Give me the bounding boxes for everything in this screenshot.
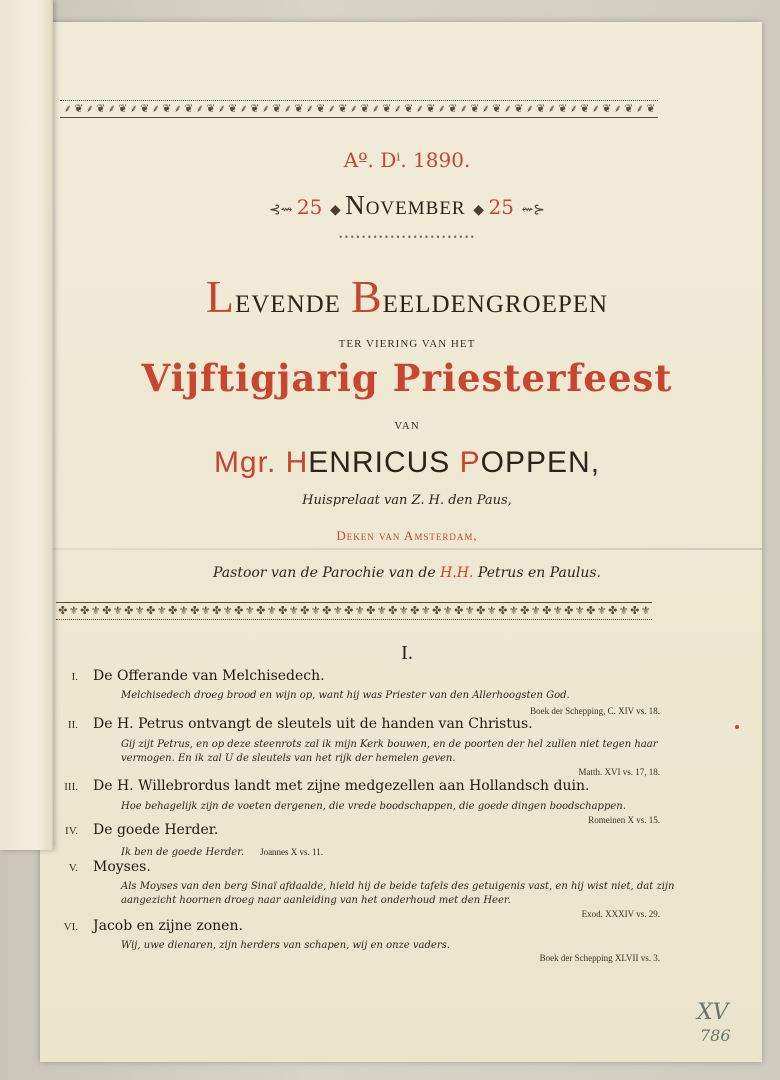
item-reference: Boek der Schepping XLVII vs. 3.	[539, 953, 660, 963]
archive-mark-line1: XV	[697, 1000, 729, 1025]
ornament-icon: ❦	[118, 102, 127, 115]
ornament-icon: ✤	[520, 604, 529, 617]
item-number: I.	[71, 671, 78, 683]
honoree-name	[52, 446, 762, 480]
ornament-icon: ⸙	[349, 102, 358, 115]
ornament-icon: ⚜	[552, 604, 563, 617]
date-line	[52, 190, 762, 221]
name-part: ENRICUS	[308, 446, 460, 479]
flourish-left-icon: ⊰⇝	[268, 202, 297, 218]
ornament-icon: ⚜	[574, 604, 585, 617]
ornament-icon: ⚜	[178, 604, 189, 617]
ornament-icon: ⸙	[129, 102, 138, 115]
ornament-icon: ❦	[206, 102, 215, 115]
ornament-icon: ⚜	[640, 604, 651, 617]
ornament-icon: ❦	[272, 102, 281, 115]
ornament-icon: ⸙	[481, 102, 490, 115]
feast-title: Vijftigjarig Priesterfeest	[141, 356, 673, 400]
name-part: OPPEN,	[480, 446, 601, 479]
name-prefix: Mgr.	[213, 446, 286, 479]
ornament-icon: ✤	[278, 604, 287, 617]
ornament-icon: ✤	[102, 604, 111, 617]
ornament-icon: ⚜	[530, 604, 541, 617]
ornament-icon: ❦	[580, 102, 589, 115]
ornament-icon: ✤	[234, 604, 243, 617]
diamond-icon: ◆	[329, 202, 346, 218]
ornament-icon: ⸙	[525, 102, 534, 115]
title-huisprelaat: Huisprelaat van Z. H. den Paus,	[302, 493, 512, 508]
ornament-icon: ⚜	[464, 604, 475, 617]
ornament-icon: ❦	[448, 102, 457, 115]
list-item	[60, 918, 660, 968]
ornament-icon: ⸙	[305, 102, 314, 115]
ornament-icon: ✤	[322, 604, 331, 617]
ornament-icon: ⸙	[459, 102, 468, 115]
item-reference: Boek der Schepping, C. XIV vs. 18.	[530, 706, 660, 716]
day-left: 25	[296, 195, 323, 219]
list-item	[60, 822, 660, 858]
month: November	[345, 190, 466, 220]
ornament-icon: ⚜	[68, 604, 79, 617]
pastoor-text: Petrus en Paulus.	[473, 565, 601, 581]
item-text: Gij zijt Petrus, en op deze steenrots zal ik mijn Kerk bouwen, en de poorten der hel zullen niet tegen haar vermogen. En ik zal U de sleutels van het rijk der hemelen geven.	[121, 739, 658, 764]
ornament-icon: ❦	[228, 102, 237, 115]
ornament-icon: ⸙	[85, 102, 94, 115]
paper-fold	[52, 548, 762, 550]
ornament-icon: ✤	[564, 604, 573, 617]
folded-page-edge	[0, 0, 53, 850]
ornament-icon: ❦	[558, 102, 567, 115]
ornament-icon: ⸙	[371, 102, 380, 115]
list-item	[60, 778, 660, 824]
ornament-icon: ✤	[58, 604, 67, 617]
ornament-icon: ✤	[256, 604, 265, 617]
ornament-icon: ✤	[300, 604, 309, 617]
ornament-icon: ⚜	[442, 604, 453, 617]
ornament-icon: ⚜	[508, 604, 519, 617]
ornament-icon: ⸙	[591, 102, 600, 115]
ornament-icon: ✤	[630, 604, 639, 617]
title-pastoor	[52, 565, 762, 581]
ornament-icon: ⚜	[332, 604, 343, 617]
item-heading: De H. Petrus ontvangt de sleutels uit de handen van Christus.	[93, 716, 533, 732]
title-initial: L	[205, 271, 235, 322]
ornament-icon: ✤	[168, 604, 177, 617]
ornament-icon: ⚜	[90, 604, 101, 617]
item-text-body: Ik ben de goede Herder.	[121, 847, 245, 858]
item-text	[121, 845, 696, 860]
ornament-icon: ✤	[344, 604, 353, 617]
item-text: Wij, uwe dienaren, zijn herders van schapen, wij en onze vaders.	[121, 940, 450, 951]
ornament-icon: ⚜	[354, 604, 365, 617]
ornament-icon: ✤	[190, 604, 199, 617]
ornament-icon: ⚜	[156, 604, 167, 617]
ornament-icon: ❦	[514, 102, 523, 115]
ornament-icon: ⸙	[261, 102, 270, 115]
ornament-icon: ✤	[366, 604, 375, 617]
archive-mark-line2: 786	[700, 1026, 731, 1045]
item-number: IV.	[65, 825, 78, 837]
ornament-icon: ✤	[124, 604, 133, 617]
ornament-icon: ⚜	[134, 604, 145, 617]
ornament-icon: ⸙	[63, 102, 72, 115]
ornament-icon: ⸙	[547, 102, 556, 115]
ornament-icon: ❦	[184, 102, 193, 115]
section-number: I.	[401, 642, 413, 664]
ornament-icon: ⚜	[310, 604, 321, 617]
ornament-icon: ⸙	[437, 102, 446, 115]
ornament-icon: ❦	[74, 102, 83, 115]
ornament-icon: ❦	[492, 102, 501, 115]
ornament-icon: ❦	[360, 102, 369, 115]
ornament-icon: ⸙	[635, 102, 644, 115]
ornament-icon: ⸙	[195, 102, 204, 115]
item-reference: Joannes X vs. 11.	[260, 847, 323, 857]
item-heading: Jacob en zijne zonen.	[93, 918, 243, 934]
diamond-icon: ◆	[473, 202, 489, 218]
ornament-icon: ✤	[80, 604, 89, 617]
ornament-icon: ❦	[140, 102, 149, 115]
ornament-icon: ❦	[294, 102, 303, 115]
ornament-icon: ⚜	[266, 604, 277, 617]
item-heading: De goede Herder.	[93, 822, 219, 838]
ornament-icon: ❦	[338, 102, 347, 115]
ornament-icon: ⚜	[244, 604, 255, 617]
name-initial: P	[459, 446, 481, 479]
item-heading: De Offerande van Melchisedech.	[93, 668, 325, 684]
ornament-icon: ⸙	[217, 102, 226, 115]
ornament-icon: ⸙	[569, 102, 578, 115]
pastoor-hh: H.H.	[440, 565, 474, 581]
year-line: Aº. Dⁱ. 1890.	[343, 148, 471, 172]
ornament-icon: ⚜	[398, 604, 409, 617]
item-heading: Moyses.	[93, 859, 151, 875]
ornament-icon: ❦	[162, 102, 171, 115]
ornament-icon: ⚜	[222, 604, 233, 617]
item-number: V.	[68, 862, 78, 874]
ornament-icon: ❦	[602, 102, 611, 115]
ornament-icon: ❦	[536, 102, 545, 115]
item-text: Hoe behagelijk zijn de voeten dergenen, die vrede boodschappen, die goede dingen boodschappen.	[121, 801, 626, 812]
list-item	[60, 859, 675, 921]
title-word: evende	[234, 280, 351, 320]
ornament-icon: ⸙	[239, 102, 248, 115]
ornament-icon: ✤	[388, 604, 397, 617]
ornament-icon: ✤	[212, 604, 221, 617]
ornament-icon: ⸙	[613, 102, 622, 115]
ornament-icon: ✤	[542, 604, 551, 617]
ornament-icon: ⸙	[393, 102, 402, 115]
ornament-icon: ⚜	[618, 604, 629, 617]
ornament-icon: ⸙	[107, 102, 116, 115]
ornament-icon: ⸙	[151, 102, 160, 115]
item-number: VI.	[63, 921, 78, 933]
ornament-icon: ❦	[426, 102, 435, 115]
ornament-icon: ❦	[646, 102, 655, 115]
item-number: II.	[67, 719, 78, 731]
ornament-icon: ✤	[146, 604, 155, 617]
ornament-icon: ❦	[624, 102, 633, 115]
item-text: Als Moyses van den berg Sinaï afdaalde, hield hij de beide tafels des getuigenis vast, en hij wist niet, dat zijn aangezicht hoornen droeg naar aanleiding van het onderhoud met den Heer.	[121, 881, 675, 906]
ornament-icon: ⸙	[173, 102, 182, 115]
name-initial: H	[285, 446, 309, 479]
ornament-icon: ❦	[470, 102, 479, 115]
ornament-icon: ⸙	[327, 102, 336, 115]
dotted-rule: ••••••••••••••••••••••••	[338, 233, 476, 242]
item-reference: Exod. XXXIV vs. 29.	[581, 909, 660, 919]
ink-speck	[735, 725, 739, 729]
ornament-icon: ⚜	[200, 604, 211, 617]
list-item	[60, 716, 660, 778]
ornament-icon: ⸙	[283, 102, 292, 115]
ornament-icon: ✤	[608, 604, 617, 617]
ornament-icon: ❦	[96, 102, 105, 115]
ornament-icon: ✤	[432, 604, 441, 617]
title-deken: Deken van Amsterdam,	[336, 528, 478, 543]
item-number: III.	[64, 781, 78, 793]
list-item	[60, 668, 660, 720]
ornament-icon: ⸙	[503, 102, 512, 115]
ornament-icon: ❦	[316, 102, 325, 115]
subtitle: TER VIERING VAN HET	[338, 338, 476, 350]
ornament-icon: ❦	[250, 102, 259, 115]
item-text: Melchisedech droeg brood en wijn op, want hij was Priester van den Allerhoogsten God.	[121, 690, 570, 701]
item-heading: De H. Willebrordus landt met zijne medgezellen aan Hollandsch duin.	[93, 778, 590, 794]
ornament-icon: ⚜	[596, 604, 607, 617]
main-title	[52, 270, 762, 323]
ornament-icon: ✤	[586, 604, 595, 617]
flourish-right-icon: ⇜⊱	[521, 202, 546, 218]
ornament-border-top	[60, 100, 658, 118]
item-reference: Romeinen X vs. 15.	[588, 815, 660, 825]
ornament-icon: ❦	[382, 102, 391, 115]
title-word: eeldengroepen	[382, 280, 609, 320]
ornament-icon: ❦	[404, 102, 413, 115]
ornament-icon: ✤	[476, 604, 485, 617]
ornament-border-middle	[56, 602, 652, 620]
ornament-icon: ⚜	[420, 604, 431, 617]
pastoor-text: Pastoor van de Parochie van de	[213, 565, 441, 581]
item-reference: Matth. XVI vs. 17, 18.	[578, 767, 660, 777]
ornament-icon: ⚜	[288, 604, 299, 617]
ornament-icon: ⚜	[112, 604, 123, 617]
ornament-icon: ✤	[454, 604, 463, 617]
ornament-icon: ✤	[498, 604, 507, 617]
ornament-icon: ⚜	[376, 604, 387, 617]
ornament-icon: ✤	[410, 604, 419, 617]
day-right: 25	[488, 195, 514, 219]
title-initial: B	[350, 271, 383, 322]
van-label: VAN	[394, 420, 420, 432]
ornament-icon: ⚜	[486, 604, 497, 617]
ornament-icon: ⸙	[415, 102, 424, 115]
